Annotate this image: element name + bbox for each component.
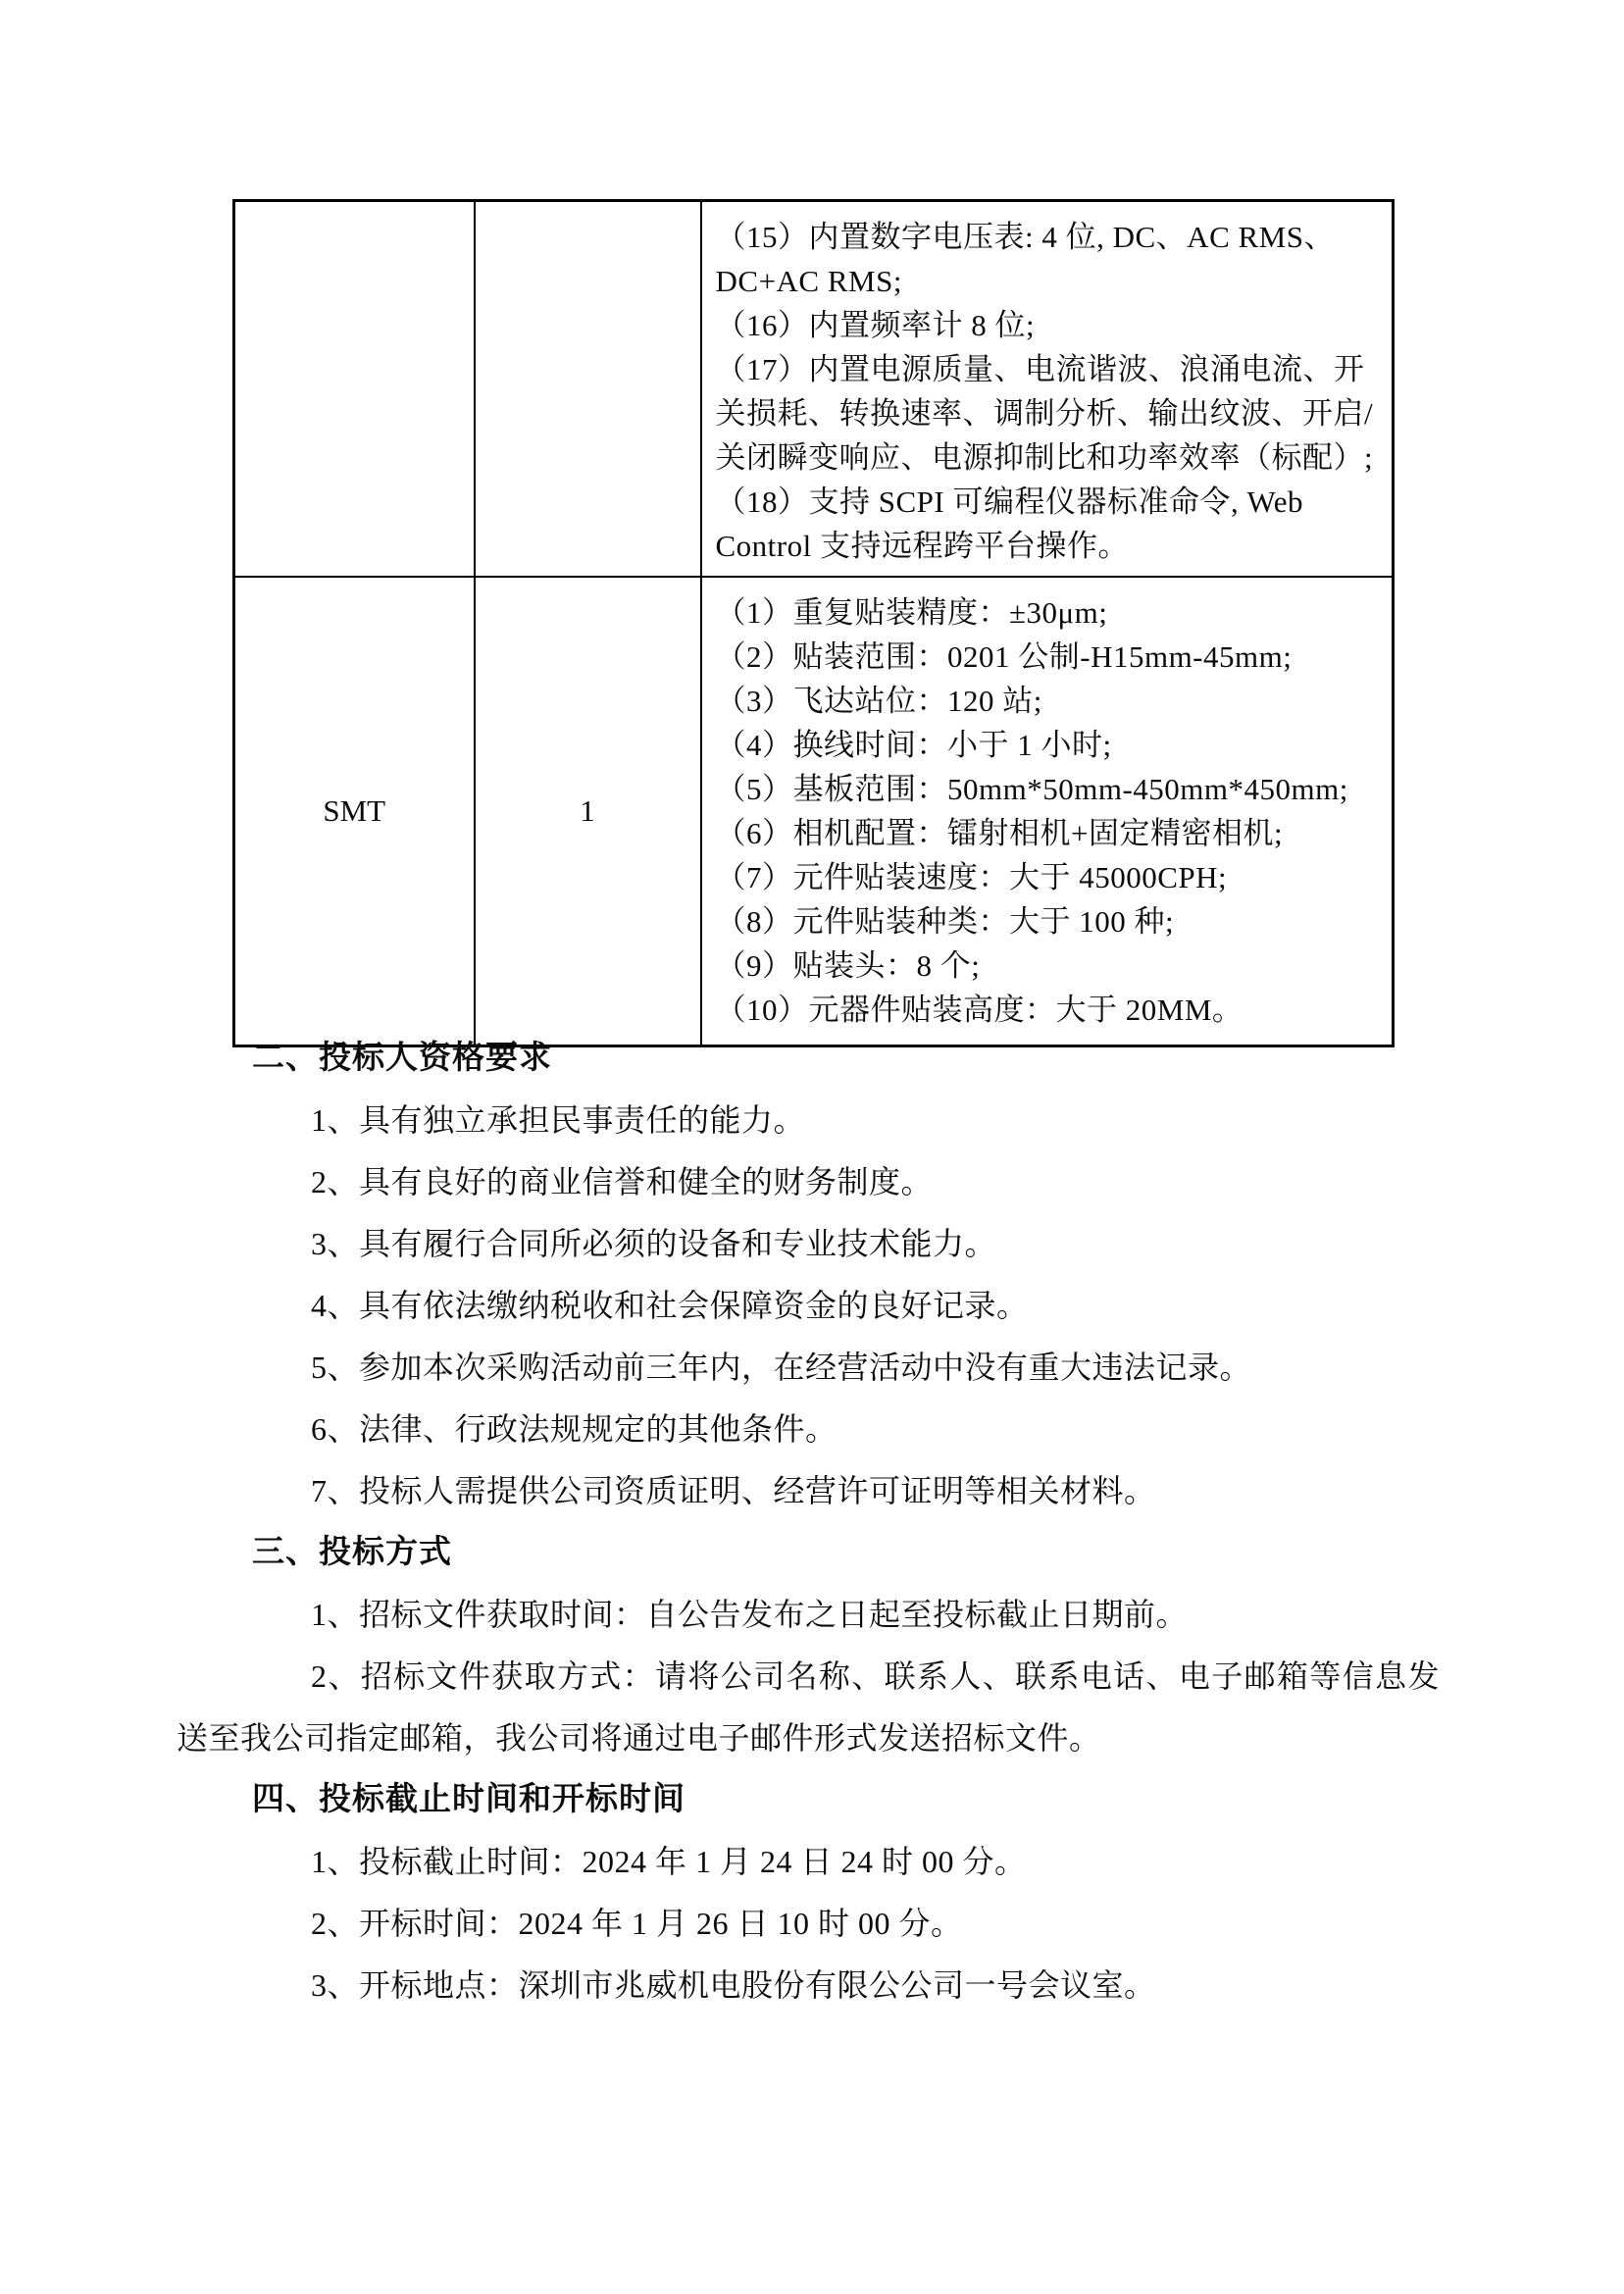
section-item: 1、投标截止时间：2024 年 1 月 24 日 24 时 00 分。: [311, 1844, 1027, 1879]
quantity-cell: 1: [475, 577, 701, 1046]
section-item: 4、具有依法缴纳税收和社会保障资金的良好记录。: [311, 1288, 1029, 1323]
spec-line: （8）元件贴装种类：大于 100 种;: [715, 904, 1175, 939]
spec-line: （15）内置数字电压表: 4 位, DC、AC RMS、DC+AC RMS;: [715, 220, 1335, 298]
spec-line: （18）支持 SCPI 可编程仪器标准命令, Web Control 支持远程跨平台操作。: [715, 484, 1304, 563]
spec-line: （9）贴装头：8 个;: [715, 948, 981, 983]
spec-line: （3）飞达站位：120 站;: [715, 684, 1042, 718]
section-heading: 三、投标方式: [252, 1535, 452, 1570]
equipment-name-cell: [234, 201, 475, 578]
spec-line: （16）内置频率计 8 位;: [715, 308, 1036, 342]
section: [0, 1028, 1624, 1522]
table-row: [234, 201, 1394, 578]
spec-line: （5）基板范围：50mm*50mm-450mm*450mm;: [715, 772, 1348, 806]
section-item: 7、投标人需提供公司资质证明、经营许可证明等相关材料。: [311, 1473, 1156, 1508]
section-item: 3、具有履行合同所必须的设备和专业技术能力。: [311, 1226, 997, 1261]
specs-cell: [701, 577, 1394, 1046]
spec-table: [232, 199, 1395, 1047]
spec-line: （6）相机配置：镭射相机+固定精密相机;: [715, 816, 1284, 850]
quantity-cell: [475, 201, 701, 578]
section-heading: 四、投标截止时间和开标时间: [252, 1782, 685, 1817]
spec-line: （1）重复贴装精度：±30μm;: [715, 595, 1108, 630]
spec-line: （4）换线时间：小于 1 小时;: [715, 728, 1112, 762]
spec-line: （10）元器件贴装高度：大于 20MM。: [715, 993, 1243, 1027]
specs-cell: [701, 201, 1394, 578]
section-item: 2、开标时间：2024 年 1 月 26 日 10 时 00 分。: [311, 1906, 963, 1941]
table-row: [234, 577, 1394, 1046]
section: [0, 1769, 1624, 2016]
spec-line: （7）元件贴装速度：大于 45000CPH;: [715, 860, 1228, 894]
spec-table-body: [234, 201, 1394, 1046]
spec-line: （2）贴装范围：0201 公制-H15mm-45mm;: [715, 639, 1293, 674]
section-item: 1、具有独立承担民事责任的能力。: [311, 1102, 806, 1138]
section-item: 3、开标地点：深圳市兆威机电股份有限公公司一号会议室。: [311, 1967, 1156, 2003]
section-item: 1、招标文件获取时间：自公告发布之日起至投标截止日期前。: [311, 1597, 1189, 1632]
section-item: 5、参加本次采购活动前三年内，在经营活动中没有重大违法记录。: [311, 1350, 1252, 1385]
section-item: 2、具有良好的商业信誉和健全的财务制度。: [311, 1164, 934, 1199]
sections: [0, 1028, 1624, 2016]
equipment-name-cell: SMT: [234, 577, 475, 1046]
section-heading: 二、投标人资格要求: [252, 1041, 552, 1076]
section: [0, 1522, 1624, 1769]
spec-line: （17）内置电源质量、电流谐波、浪涌电流、开关损耗、转换速率、调制分析、输出纹波、开启/关闭瞬变响应、电源抑制比和功率效率（标配）;: [715, 352, 1374, 475]
section-item: 2、招标文件获取方式：请将公司名称、联系人、联系电话、电子邮箱等信息发送至我公司指定邮箱，我公司将通过电子邮件形式发送招标文件。: [177, 1658, 1440, 1756]
section-item: 6、法律、行政法规规定的其他条件。: [311, 1411, 837, 1447]
